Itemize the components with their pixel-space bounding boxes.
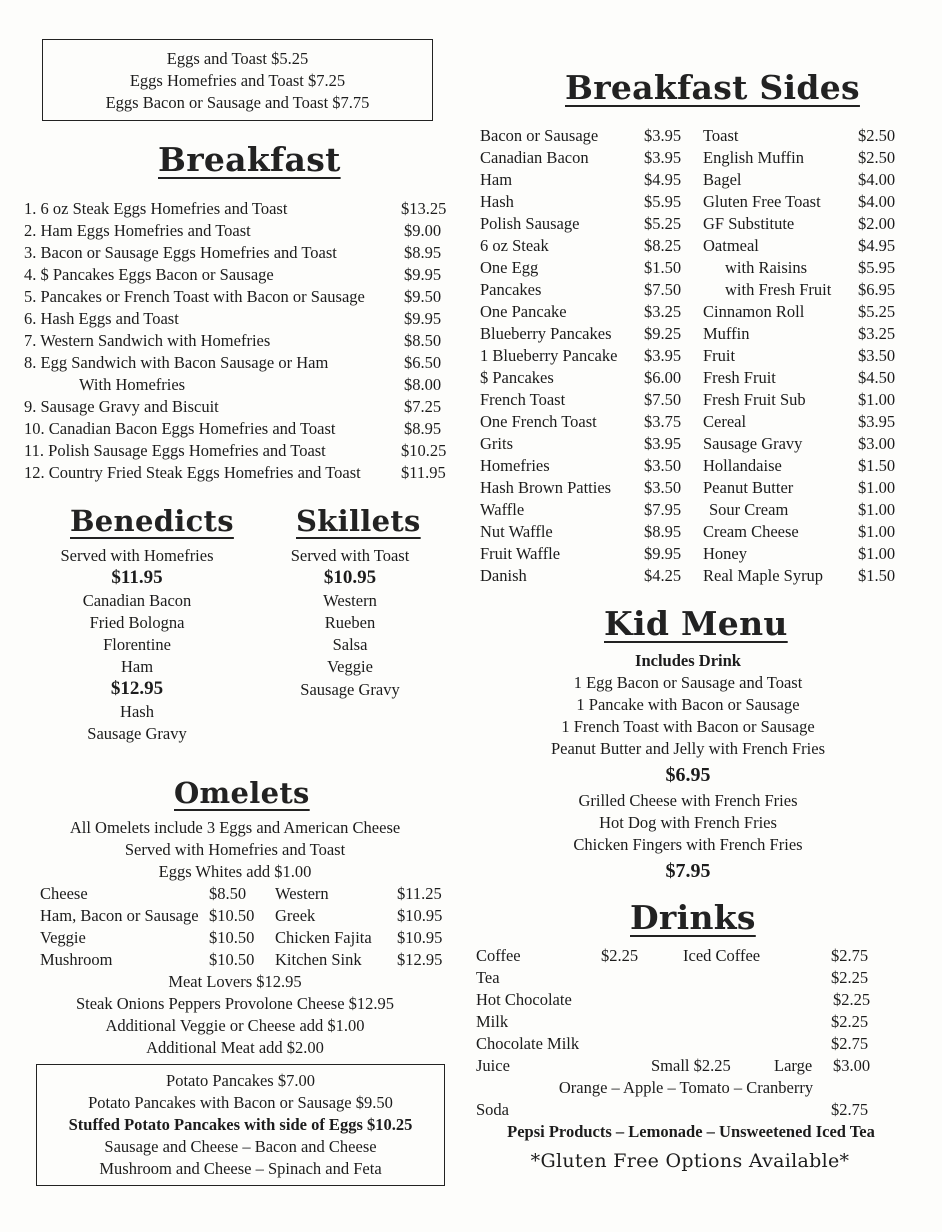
benedict-item: Florentine [103, 635, 171, 654]
drink-row [476, 967, 896, 989]
side-name: Cereal [703, 412, 747, 431]
drink-name: Juice [476, 1056, 510, 1075]
omelet-row [40, 883, 450, 905]
drink-name: Soda [476, 1100, 509, 1119]
gluten-free-note: *Gluten Free Options Available* [530, 1150, 850, 1172]
side-price: $1.00 [858, 500, 896, 519]
drink-name: Milk [476, 1012, 509, 1031]
side-price: $9.95 [644, 544, 682, 563]
side-row [480, 543, 920, 565]
breakfast-item [24, 418, 454, 440]
drink-price: $2.75 [831, 946, 869, 965]
omelet-price: $10.50 [209, 928, 255, 947]
side-price: $3.50 [644, 478, 682, 497]
sides-title: Breakfast Sides [565, 68, 860, 107]
side-price: $3.25 [644, 302, 682, 321]
breakfast-item-price: $8.95 [404, 419, 442, 438]
side-name: Fresh Fruit Sub [703, 390, 806, 409]
side-row [480, 499, 920, 521]
breakfast-item-price: $9.00 [404, 221, 442, 240]
side-name: Polish Sausage [480, 214, 580, 233]
kids-item: 1 Pancake with Bacon or Sausage [576, 695, 800, 714]
side-row [480, 455, 920, 477]
side-row [480, 477, 920, 499]
drink-price: $2.25 [831, 968, 869, 987]
side-name: Ham [480, 170, 513, 189]
side-name: Fresh Fruit [703, 368, 776, 387]
breakfast-item [24, 374, 454, 396]
breakfast-item-name: 7. Western Sandwich with Homefries [24, 331, 271, 350]
breakfast-item-name: 4. $ Pancakes Eggs Bacon or Sausage [24, 265, 274, 284]
juice-large-price: $3.00 [833, 1056, 871, 1075]
omelet-note: All Omelets include 3 Eggs and American Cheese [69, 818, 401, 837]
side-price: $3.95 [644, 434, 682, 453]
kids-item: Peanut Butter and Jelly with French Fries [550, 739, 826, 758]
side-name: Cinnamon Roll [703, 302, 805, 321]
breakfast-item-price: $9.50 [404, 287, 442, 306]
omelet-note: Eggs Whites add $1.00 [158, 862, 312, 881]
side-price: $2.50 [858, 148, 896, 167]
breakfast-item-name: With Homefries [79, 375, 186, 394]
side-price: $3.95 [644, 148, 682, 167]
side-row [480, 521, 920, 543]
breakfast-item [24, 352, 454, 374]
side-price: $4.25 [644, 566, 682, 585]
side-name: Homefries [480, 456, 550, 475]
breakfast-list [24, 198, 454, 484]
skillet-item: Sausage Gravy [300, 680, 400, 699]
benedicts-price-1: $11.95 [111, 567, 163, 588]
combo-line: Eggs Bacon or Sausage and Toast $7.75 [105, 93, 370, 112]
breakfast-item-price: $11.95 [401, 463, 446, 482]
juice-large: Large [774, 1056, 813, 1075]
omelet-name: Veggie [40, 928, 86, 947]
skillets-section [250, 545, 450, 701]
side-name: Blueberry Pancakes [480, 324, 612, 343]
kids-item: Hot Dog with French Fries [599, 813, 777, 832]
drink-price: $2.25 [601, 946, 639, 965]
omelets-title: Omelets [174, 776, 310, 810]
side-price: $3.50 [858, 346, 896, 365]
juice-small: Small $2.25 [651, 1056, 731, 1075]
kids-title: Kid Menu [604, 604, 788, 643]
breakfast-item-name: 5. Pancakes or French Toast with Bacon or Sausage [24, 287, 365, 306]
side-price: $9.25 [644, 324, 682, 343]
omelet-name: Ham, Bacon or Sausage [40, 906, 199, 925]
side-row [480, 367, 920, 389]
side-row [480, 411, 920, 433]
side-price: $1.00 [858, 522, 896, 541]
side-name: GF Substitute [703, 214, 795, 233]
breakfast-item-name: 12. Country Fried Steak Eggs Homefries and Toast [24, 463, 361, 482]
side-price: $1.00 [858, 478, 896, 497]
kids-section [478, 650, 898, 886]
side-price: $1.00 [858, 544, 896, 563]
kids-item: 1 French Toast with Bacon or Sausage [561, 717, 815, 736]
side-row [480, 389, 920, 411]
benedicts-subtitle: Served with Homefries [60, 546, 214, 565]
side-price: $6.95 [858, 280, 896, 299]
side-price: $3.00 [858, 434, 896, 453]
breakfast-item [24, 396, 454, 418]
side-price: $5.95 [644, 192, 682, 211]
side-price: $7.95 [644, 500, 682, 519]
drink-row-juice [476, 1055, 896, 1077]
side-price: $5.25 [644, 214, 682, 233]
drink-row [476, 989, 896, 1011]
side-price: $8.95 [644, 522, 682, 541]
omelet-name: Cheese [40, 884, 88, 903]
benedict-item: Sausage Gravy [87, 724, 187, 743]
benedicts-section [37, 545, 237, 745]
side-price: $2.50 [858, 126, 896, 145]
side-name: One Egg [480, 258, 539, 277]
omelet-extra: Meat Lovers $12.95 [168, 972, 302, 991]
drink-name: Iced Coffee [683, 946, 761, 965]
sides-table [480, 125, 920, 587]
side-name: One French Toast [480, 412, 597, 431]
drink-row [476, 1033, 896, 1055]
side-price: $4.95 [858, 236, 896, 255]
side-price: $1.50 [644, 258, 682, 277]
side-row [480, 191, 920, 213]
breakfast-item-name: 11. Polish Sausage Eggs Homefries and Toast [24, 441, 326, 460]
combo-line: Eggs Homefries and Toast $7.25 [129, 71, 346, 90]
omelets-notes [20, 817, 450, 883]
omelet-name: Mushroom [40, 950, 113, 969]
breakfast-item [24, 330, 454, 352]
omelet-table [40, 883, 450, 971]
breakfast-item [24, 198, 454, 220]
side-name: Real Maple Syrup [703, 566, 824, 585]
side-price: $7.50 [644, 280, 682, 299]
potato-line: Potato Pancakes $7.00 [166, 1071, 315, 1090]
side-name: Oatmeal [703, 236, 759, 255]
breakfast-item-name: 8. Egg Sandwich with Bacon Sausage or Ham [24, 353, 329, 372]
side-price: $6.00 [644, 368, 682, 387]
drinks-section [476, 945, 896, 1143]
kids-item: Grilled Cheese with French Fries [578, 791, 798, 810]
breakfast-item-name: 10. Canadian Bacon Eggs Homefries and Toast [24, 419, 336, 438]
side-name: $ Pancakes [480, 368, 554, 387]
combo-box [42, 39, 433, 121]
omelet-row [40, 927, 450, 949]
drink-row-coffee [476, 945, 896, 967]
potato-line: Sausage and Cheese – Bacon and Cheese [104, 1137, 377, 1156]
drink-name: Hot Chocolate [476, 990, 572, 1009]
side-name: Canadian Bacon [480, 148, 589, 167]
side-row [480, 433, 920, 455]
side-row [480, 147, 920, 169]
skillets-subtitle: Served with Toast [290, 546, 410, 565]
side-row [480, 125, 920, 147]
side-name: Cream Cheese [703, 522, 799, 541]
drink-row [476, 1011, 896, 1033]
breakfast-item-price: $8.00 [404, 375, 442, 394]
side-name: Grits [480, 434, 513, 453]
side-name: Fruit Waffle [480, 544, 561, 563]
benedict-item: Ham [120, 657, 154, 676]
side-price: $3.25 [858, 324, 896, 343]
side-name: Bagel [703, 170, 742, 189]
side-name: 6 oz Steak [480, 236, 549, 255]
combo-line: Eggs and Toast $5.25 [166, 49, 309, 68]
side-row [480, 345, 920, 367]
side-row [480, 169, 920, 191]
side-name: Toast [703, 126, 739, 145]
breakfast-item-name: 6. Hash Eggs and Toast [24, 309, 179, 328]
omelet-price: $11.25 [397, 884, 442, 903]
side-name: Hollandaise [703, 456, 782, 475]
breakfast-item-price: $6.50 [404, 353, 442, 372]
side-name: Muffin [703, 324, 750, 343]
side-name: Waffle [480, 500, 525, 519]
breakfast-item [24, 264, 454, 286]
side-price: $4.00 [858, 192, 896, 211]
kids-price-2: $7.95 [665, 860, 711, 882]
kids-price-1: $6.95 [665, 764, 711, 786]
potato-line: Potato Pancakes with Bacon or Sausage $9.50 [88, 1093, 393, 1112]
side-row [480, 279, 920, 301]
omelet-price: $10.95 [397, 906, 443, 925]
side-row [480, 323, 920, 345]
kids-item: Chicken Fingers with French Fries [573, 835, 803, 854]
side-price: $3.75 [644, 412, 682, 431]
skillet-item: Veggie [327, 657, 373, 676]
side-price: $2.00 [858, 214, 896, 233]
breakfast-item-price: $9.95 [404, 265, 442, 284]
side-price: $1.50 [858, 456, 896, 475]
side-name: 1 Blueberry Pancake [480, 346, 618, 365]
omelet-price: $10.50 [209, 906, 255, 925]
benedict-item: Hash [120, 702, 154, 721]
omelet-price: $8.50 [209, 884, 247, 903]
side-price: $4.00 [858, 170, 896, 189]
side-price: $1.50 [858, 566, 896, 585]
side-row [480, 301, 920, 323]
potato-line: Mushroom and Cheese – Spinach and Feta [99, 1159, 382, 1178]
side-row [480, 257, 920, 279]
drink-row-soda [476, 1099, 896, 1121]
breakfast-item-price: $8.50 [404, 331, 442, 350]
drink-price: $2.25 [831, 1012, 869, 1031]
benedicts-price-2: $12.95 [110, 678, 164, 699]
drink-price: $2.75 [831, 1034, 869, 1053]
breakfast-item-name: 2. Ham Eggs Homefries and Toast [24, 221, 251, 240]
drink-name: Coffee [476, 946, 521, 965]
skillets-price: $10.95 [323, 567, 377, 588]
breakfast-item-price: $7.25 [404, 397, 442, 416]
side-name: Fruit [703, 346, 736, 365]
kids-item: 1 Egg Bacon or Sausage and Toast [573, 673, 803, 692]
side-name: Nut Waffle [480, 522, 553, 541]
breakfast-item-price: $13.25 [401, 199, 447, 218]
breakfast-item-price: $8.95 [404, 243, 442, 262]
skillet-item: Western [323, 591, 377, 610]
side-name: Hash Brown Patties [480, 478, 612, 497]
side-row [480, 235, 920, 257]
side-name: English Muffin [703, 148, 804, 167]
side-name: Bacon or Sausage [480, 126, 599, 145]
omelet-row [40, 905, 450, 927]
side-row [480, 213, 920, 235]
skillet-item: Salsa [332, 635, 368, 654]
side-name: One Pancake [480, 302, 567, 321]
omelet-note: Served with Homefries and Toast [124, 840, 346, 859]
omelet-price: $12.95 [397, 950, 443, 969]
juice-flavors: Orange – Apple – Tomato – Cranberry [558, 1078, 814, 1097]
breakfast-title: Breakfast [158, 140, 341, 179]
side-name: with Fresh Fruit [725, 280, 832, 299]
breakfast-item [24, 286, 454, 308]
side-price: $3.95 [644, 346, 682, 365]
side-price: $8.25 [644, 236, 682, 255]
drink-name: Tea [476, 968, 500, 987]
drink-price: $2.25 [833, 990, 871, 1009]
side-price: $3.50 [644, 456, 682, 475]
side-price: $4.50 [858, 368, 896, 387]
side-name: Sour Cream [709, 500, 789, 519]
benedicts-title: Benedicts [70, 504, 234, 538]
breakfast-item-price: $9.95 [404, 309, 442, 328]
side-price: $3.95 [858, 412, 896, 431]
breakfast-item [24, 308, 454, 330]
omelets-extras [20, 971, 450, 1059]
side-name: Sausage Gravy [703, 434, 803, 453]
breakfast-item [24, 462, 454, 484]
side-price: $5.95 [858, 258, 896, 277]
breakfast-item [24, 440, 454, 462]
side-price: $4.95 [644, 170, 682, 189]
omelet-price: $10.95 [397, 928, 443, 947]
omelet-price: $10.50 [209, 950, 255, 969]
omelet-extra: Additional Meat add $2.00 [146, 1038, 324, 1057]
side-row [480, 565, 920, 587]
side-price: $5.25 [858, 302, 896, 321]
side-name: Peanut Butter [703, 478, 794, 497]
kids-subtitle: Includes Drink [635, 651, 741, 670]
breakfast-item [24, 242, 454, 264]
benedict-item: Canadian Bacon [82, 591, 192, 610]
side-name: Danish [480, 566, 527, 585]
skillets-title: Skillets [296, 504, 421, 538]
side-name: French Toast [480, 390, 566, 409]
omelet-row [40, 949, 450, 971]
side-price: $1.00 [858, 390, 896, 409]
potato-line: Stuffed Potato Pancakes with side of Eggs $10.25 [68, 1115, 413, 1134]
omelet-name: Western [275, 884, 329, 903]
omelet-extra: Steak Onions Peppers Provolone Cheese $12.95 [75, 994, 395, 1013]
side-name: Honey [703, 544, 747, 563]
skillet-item: Rueben [324, 613, 376, 632]
potato-pancakes-box [36, 1064, 445, 1186]
omelet-name: Kitchen Sink [275, 950, 362, 969]
omelet-extra: Additional Veggie or Cheese add $1.00 [105, 1016, 365, 1035]
drink-price: $2.75 [831, 1100, 869, 1119]
side-name: Pancakes [480, 280, 542, 299]
drink-name: Chocolate Milk [476, 1034, 580, 1053]
side-name: with Raisins [725, 258, 808, 277]
benedict-item: Fried Bologna [89, 613, 185, 632]
drinks-title: Drinks [630, 898, 756, 937]
breakfast-item [24, 220, 454, 242]
omelet-name: Chicken Fajita [275, 928, 372, 947]
breakfast-item-name: 1. 6 oz Steak Eggs Homefries and Toast [24, 199, 288, 218]
breakfast-item-name: 9. Sausage Gravy and Biscuit [24, 397, 219, 416]
breakfast-item-name: 3. Bacon or Sausage Eggs Homefries and Toast [24, 243, 337, 262]
soda-note: Pepsi Products – Lemonade – Unsweetened Iced Tea [507, 1122, 875, 1141]
breakfast-item-price: $10.25 [401, 441, 447, 460]
side-price: $7.50 [644, 390, 682, 409]
side-name: Gluten Free Toast [703, 192, 821, 211]
side-price: $3.95 [644, 126, 682, 145]
omelet-name: Greek [275, 906, 316, 925]
side-name: Hash [480, 192, 514, 211]
